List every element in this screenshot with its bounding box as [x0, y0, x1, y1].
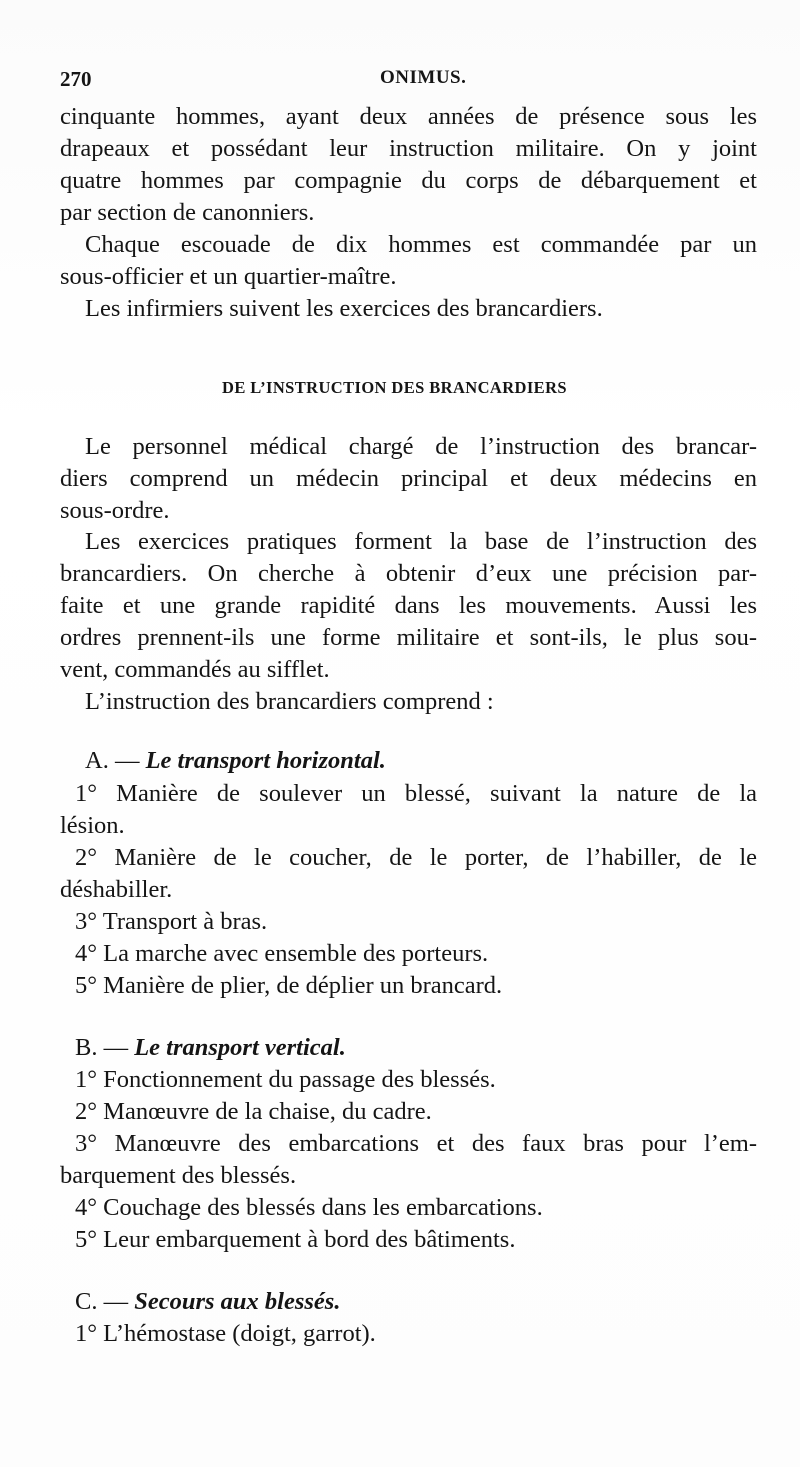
text-line: sous-officier et un quartier-maître. — [60, 263, 397, 290]
list-item: 2° Manière de le coucher, de le porter, de l’habiller, de le — [75, 844, 757, 871]
list-heading-c — [75, 1287, 340, 1317]
list-item: 4° Couchage des blessés dans les embarcations. — [75, 1194, 543, 1221]
text-line: sous-ordre. — [60, 497, 170, 524]
text-line: Les infirmiers suivent les exercices des brancardiers. — [85, 295, 603, 322]
list-heading-b — [75, 1033, 346, 1063]
text-line: Le personnel médical chargé de l’instruction des brancar- — [85, 433, 757, 460]
text-line: Chaque escouade de dix hommes est commandée par un — [85, 231, 757, 258]
page-number: 270 — [60, 67, 92, 91]
list-heading-prefix: C. — — [75, 1288, 135, 1315]
list-heading-prefix: A. — — [85, 747, 146, 774]
running-head: ONIMUS. — [380, 67, 467, 88]
list-item: 4° La marche avec ensemble des porteurs. — [75, 940, 489, 967]
text-line: ordres prennent-ils une forme militaire et sont-ils, le plus sou- — [60, 624, 757, 651]
text-line: faite et une grande rapidité dans les mouvements. Aussi les — [60, 592, 757, 619]
list-item: 3° Manœuvre des embarcations et des faux bras pour l’em- — [75, 1130, 757, 1157]
list-item: 5° Manière de plier, de déplier un brancard. — [75, 972, 503, 999]
text-line: drapeaux et possédant leur instruction militaire. On y joint — [60, 135, 757, 162]
text-line: Les exercices pratiques forment la base de l’instruction des — [85, 528, 757, 555]
list-heading-title: Le transport vertical. — [134, 1034, 346, 1061]
text-line: brancardiers. On cherche à obtenir d’eux une précision par- — [60, 560, 757, 587]
text-line: quatre hommes par compagnie du corps de débarquement et — [60, 167, 757, 194]
text-line: vent, commandés au sifflet. — [60, 656, 330, 683]
section-heading: DE L’INSTRUCTION DES BRANCARDIERS — [222, 378, 567, 397]
list-item: 5° Leur embarquement à bord des bâtiments. — [75, 1226, 516, 1253]
list-heading-title: Le transport horizontal. — [145, 747, 386, 774]
list-item: barquement des blessés. — [60, 1162, 297, 1189]
list-item: 1° Fonctionnement du passage des blessés. — [75, 1066, 496, 1093]
text-line: cinquante hommes, ayant deux années de présence sous les — [60, 103, 757, 130]
list-item: déshabiller. — [60, 876, 173, 903]
text-line: L’instruction des brancardiers comprend : — [85, 688, 494, 715]
list-item: 3° Transport à bras. — [75, 908, 268, 935]
list-item: 1° L’hémostase (doigt, garrot). — [75, 1320, 376, 1347]
list-heading-a — [85, 746, 386, 776]
list-item: lésion. — [60, 812, 125, 839]
list-heading-title: Secours aux blessés. — [134, 1288, 341, 1315]
list-item: 1° Manière de soulever un blessé, suivant la nature de la — [75, 780, 757, 807]
list-item: 2° Manœuvre de la chaise, du cadre. — [75, 1098, 432, 1125]
text-line: par section de canonniers. — [60, 199, 315, 226]
text-line: diers comprend un médecin principal et deux médecins en — [60, 465, 757, 492]
list-heading-prefix: B. — — [75, 1034, 135, 1061]
